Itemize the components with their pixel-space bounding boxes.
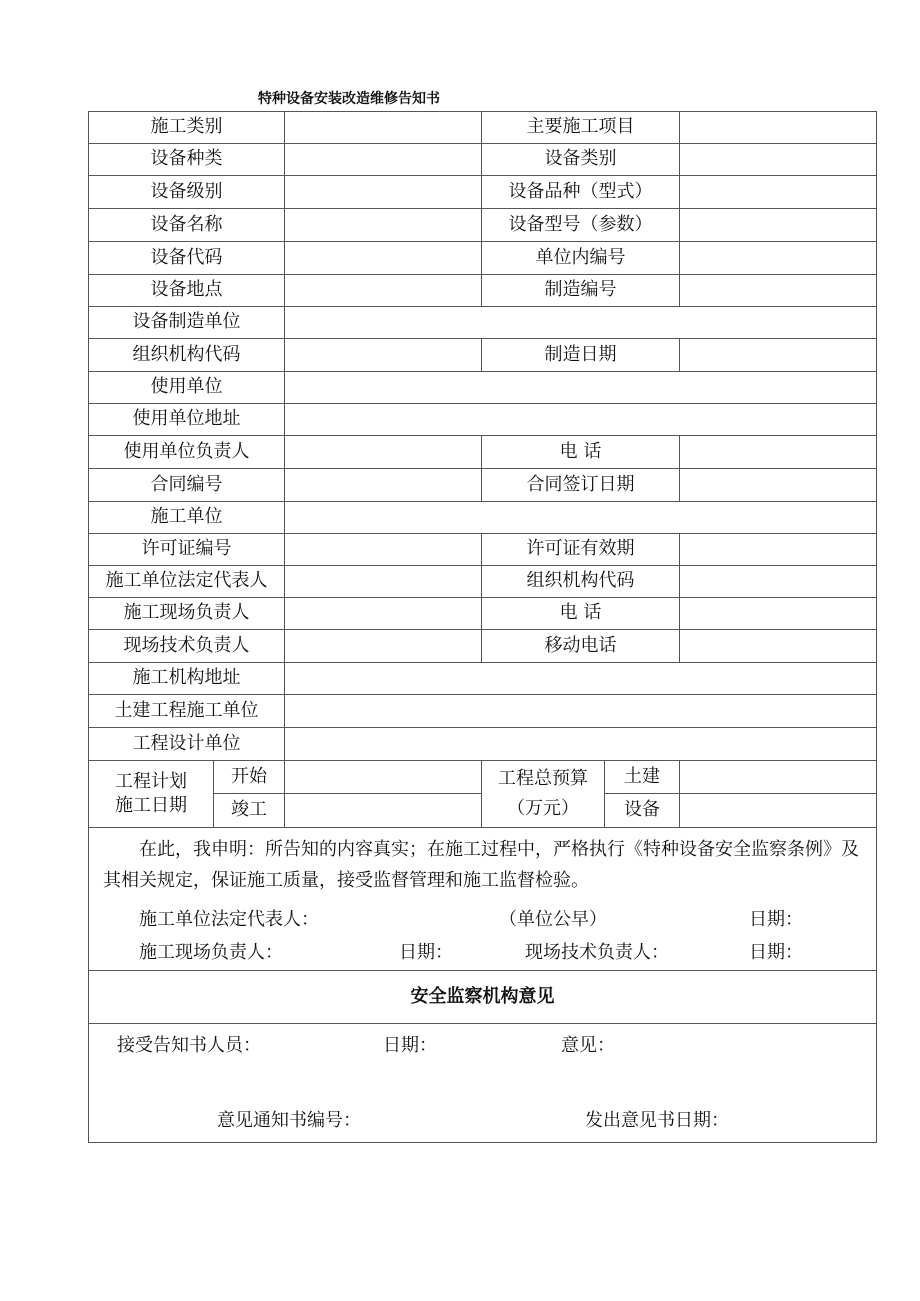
field-value[interactable] — [680, 630, 877, 663]
notification-form — [88, 111, 877, 1143]
field-value[interactable] — [680, 598, 877, 630]
site-manager-date-label: 日期： — [399, 942, 453, 963]
tech-manager-date-label: 日期： — [749, 942, 803, 963]
field-value[interactable] — [680, 275, 877, 307]
field-value[interactable] — [285, 112, 482, 144]
field-value[interactable] — [285, 566, 482, 598]
field-label: 许可证有效期 — [482, 534, 680, 566]
form-row — [89, 436, 877, 469]
form-row — [89, 566, 877, 598]
equipment-label: 设备 — [605, 794, 680, 828]
field-label: 施工现场负责人 — [89, 598, 285, 630]
form-row — [89, 112, 877, 144]
field-label: 设备名称 — [89, 209, 285, 242]
field-label: 使用单位地址 — [89, 404, 285, 436]
form-row — [89, 469, 877, 502]
form-row — [89, 663, 877, 695]
start-date-field[interactable] — [285, 761, 482, 794]
receiver-label: 接受告知书人员： — [117, 1035, 261, 1056]
legal-rep-label: 施工单位法定代表人： — [139, 909, 319, 930]
field-label: 设备类别 — [482, 144, 680, 176]
field-label: 设备型号（参数） — [482, 209, 680, 242]
field-label: 单位内编号 — [482, 242, 680, 275]
form-row — [89, 275, 877, 307]
field-value[interactable] — [680, 469, 877, 502]
field-value[interactable] — [285, 469, 482, 502]
field-label: 设备种类 — [89, 144, 285, 176]
field-value[interactable] — [285, 307, 877, 339]
field-label: 使用单位负责人 — [89, 436, 285, 469]
field-value[interactable] — [285, 242, 482, 275]
end-date-field[interactable] — [285, 794, 482, 828]
field-label: 施工单位 — [89, 502, 285, 534]
field-label: 组织机构代码 — [89, 339, 285, 372]
field-label: 主要施工项目 — [482, 112, 680, 144]
field-label: 设备级别 — [89, 176, 285, 209]
receiver-date-label: 日期： — [383, 1035, 437, 1056]
field-value[interactable] — [285, 502, 877, 534]
document-title: 特种设备安装改造维修告知书 — [258, 91, 440, 107]
field-label: 施工单位法定代表人 — [89, 566, 285, 598]
field-label: 使用单位 — [89, 372, 285, 404]
end-label: 竣工 — [214, 794, 285, 828]
field-value[interactable] — [285, 176, 482, 209]
form-row — [89, 598, 877, 630]
form-row — [89, 534, 877, 566]
civil-budget-field[interactable] — [680, 761, 877, 794]
field-value[interactable] — [285, 436, 482, 469]
field-label: 移动电话 — [482, 630, 680, 663]
plan-date-label: 工程计划 施工日期 — [89, 761, 214, 828]
field-value[interactable] — [285, 339, 482, 372]
form-row — [89, 372, 877, 404]
form-row — [89, 502, 877, 534]
declaration — [89, 828, 877, 971]
form-row — [89, 695, 877, 728]
opinion-heading: 安全监察机构意见 — [89, 971, 877, 1024]
declaration-text: 在此，我申明：所告知的内容真实；在施工过程中，严格执行《特种设备安全监察条例》及其相关规定，保证施工质量，接受监督管理和施工监督检验。 — [103, 839, 859, 891]
issue-date-label: 发出意见书日期： — [585, 1110, 729, 1131]
form-row — [89, 728, 877, 761]
form-row — [89, 144, 877, 176]
field-value[interactable] — [285, 404, 877, 436]
tech-manager-label: 现场技术负责人： — [525, 942, 669, 963]
form-row — [89, 630, 877, 663]
field-label: 电 话 — [482, 436, 680, 469]
field-value[interactable] — [680, 242, 877, 275]
legal-rep-date-label: 日期： — [749, 909, 803, 930]
field-label: 合同签订日期 — [482, 469, 680, 502]
form-row — [89, 176, 877, 209]
field-label: 施工类别 — [89, 112, 285, 144]
field-label: 合同编号 — [89, 469, 285, 502]
field-value[interactable] — [285, 695, 877, 728]
field-label: 设备地点 — [89, 275, 285, 307]
field-value[interactable] — [285, 144, 482, 176]
field-label: 制造编号 — [482, 275, 680, 307]
field-label: 许可证编号 — [89, 534, 285, 566]
field-value[interactable] — [680, 566, 877, 598]
field-label: 土建工程施工单位 — [89, 695, 285, 728]
opinion-section — [89, 1024, 877, 1143]
field-label: 工程设计单位 — [89, 728, 285, 761]
field-value[interactable] — [680, 339, 877, 372]
form-row — [89, 307, 877, 339]
field-value[interactable] — [285, 598, 482, 630]
field-label: 施工机构地址 — [89, 663, 285, 695]
field-label: 制造日期 — [482, 339, 680, 372]
field-value[interactable] — [285, 534, 482, 566]
field-value[interactable] — [680, 534, 877, 566]
field-value[interactable] — [285, 275, 482, 307]
field-value[interactable] — [680, 176, 877, 209]
field-value[interactable] — [285, 209, 482, 242]
form-row — [89, 339, 877, 372]
start-label: 开始 — [214, 761, 285, 794]
field-value[interactable] — [680, 436, 877, 469]
form-row — [89, 209, 877, 242]
field-label: 设备制造单位 — [89, 307, 285, 339]
seal-label: （单位公早） — [499, 909, 607, 930]
field-value[interactable] — [285, 663, 877, 695]
equipment-budget-field[interactable] — [680, 794, 877, 828]
field-value[interactable] — [680, 112, 877, 144]
field-label: 现场技术负责人 — [89, 630, 285, 663]
field-value[interactable] — [285, 372, 877, 404]
field-label: 电 话 — [482, 598, 680, 630]
site-manager-label: 施工现场负责人： — [139, 942, 283, 963]
opinion-label: 意见： — [561, 1035, 615, 1056]
form-row — [89, 404, 877, 436]
civil-label: 土建 — [605, 761, 680, 794]
field-value[interactable] — [680, 144, 877, 176]
notice-number-label: 意见通知书编号： — [217, 1110, 361, 1131]
budget-label: 工程总预算 （万元） — [482, 761, 605, 828]
field-value[interactable] — [285, 630, 482, 663]
form-row — [89, 242, 877, 275]
field-label: 设备品种（型式） — [482, 176, 680, 209]
field-value[interactable] — [285, 728, 877, 761]
field-label: 设备代码 — [89, 242, 285, 275]
field-value[interactable] — [680, 209, 877, 242]
field-label: 组织机构代码 — [482, 566, 680, 598]
